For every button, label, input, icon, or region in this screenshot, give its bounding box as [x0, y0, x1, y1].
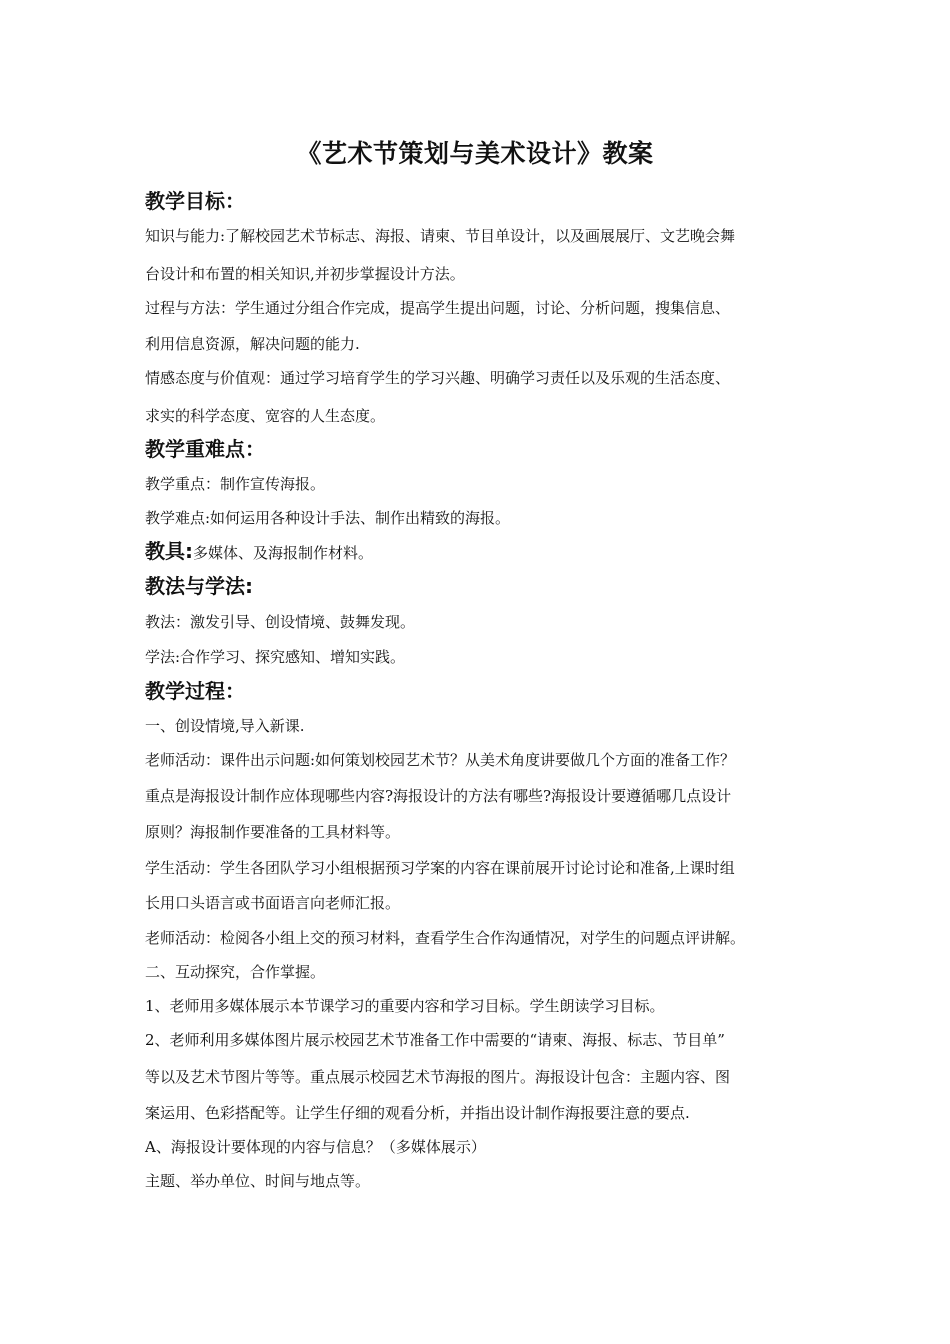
- objective-process-line-1: 过程与方法：学生通过分组合作完成，提高学生提出问题，讨论、分析问题，搜集信息、: [145, 299, 731, 317]
- objectives-heading: 教学目标：: [145, 189, 245, 213]
- process-heading: 教学过程：: [145, 679, 245, 703]
- objective-knowledge-line-1: 知识与能力:了解校园艺术节标志、海报、请柬、节目单设计，以及画展展厅、文艺晚会舞: [145, 227, 736, 245]
- method-learning: 学法:合作学习、探究感知、增知实践。: [145, 648, 406, 666]
- tools-text: 多媒体、及海报制作材料。: [193, 544, 374, 562]
- key-point-focus: 教学重点：制作宣传海报。: [145, 475, 326, 493]
- process-item-2-line-2: 等以及艺术节图片等等。重点展示校园艺术节海报的图片。海报设计包含：主题内容、图: [145, 1068, 731, 1086]
- objective-knowledge-line-2: 台设计和布置的相关知识,并初步掌握设计方法。: [145, 265, 465, 283]
- key-points-heading: 教学重难点：: [145, 437, 265, 461]
- process-item-2-line-1: 2、老师利用多媒体图片展示校园艺术节准备工作中需要的“请柬、海报、标志、节目单”: [145, 1031, 725, 1049]
- teacher-activity-1-line-2: 重点是海报设计制作应体现哪些内容?海报设计的方法有哪些?海报设计要遵循哪几点设计: [145, 787, 732, 805]
- tools-heading: 教具:: [145, 539, 193, 563]
- objective-attitude-line-2: 求实的科学态度、宽容的人生态度。: [145, 407, 386, 425]
- teacher-activity-2: 老师活动：检阅各小组上交的预习材料，查看学生合作沟通情况，对学生的问题点评讲解。: [145, 929, 746, 947]
- tools-line: [145, 538, 373, 566]
- student-activity-line-1: 学生活动：学生各团队学习小组根据预习学案的内容在课前展开讨论讨论和准备,上课时组: [145, 859, 735, 877]
- process-item-a: A、海报设计要体现的内容与信息？（多媒体展示）: [145, 1138, 486, 1156]
- document-title: 《艺术节策划与美术设计》教案: [296, 139, 654, 168]
- process-item-a-answer: 主题、举办单位、时间与地点等。: [145, 1172, 371, 1190]
- objective-attitude-line-1: 情感态度与价值观：通过学习培育学生的学习兴趣、明确学习责任以及乐观的生活态度、: [145, 369, 731, 387]
- method-teaching: 教法：激发引导、创设情境、鼓舞发现。: [145, 613, 416, 631]
- process-item-1: 1、老师用多媒体展示本节课学习的重要内容和学习目标。学生朗读学习目标。: [145, 997, 665, 1015]
- teacher-activity-1-line-1: 老师活动：课件出示问题:如何策划校园艺术节？从美术角度讲要做几个方面的准备工作？: [145, 751, 736, 769]
- objective-process-line-2: 利用信息资源，解决问题的能力.: [145, 335, 360, 353]
- methods-heading: 教法与学法:: [145, 574, 253, 598]
- teacher-activity-1-line-3: 原则？海报制作要准备的工具材料等。: [145, 823, 401, 841]
- student-activity-line-2: 长用口头语言或书面语言向老师汇报。: [145, 894, 401, 912]
- process-item-2-line-3: 案运用、色彩搭配等。让学生仔细的观看分析，并指出设计制作海报要注意的要点.: [145, 1104, 690, 1122]
- process-step1-title: 一、创设情境,导入新课.: [145, 717, 305, 735]
- key-point-difficulty: 教学难点:如何运用各种设计手法、制作出精致的海报。: [145, 509, 511, 527]
- process-step2-title: 二、互动探究，合作掌握。: [145, 963, 326, 981]
